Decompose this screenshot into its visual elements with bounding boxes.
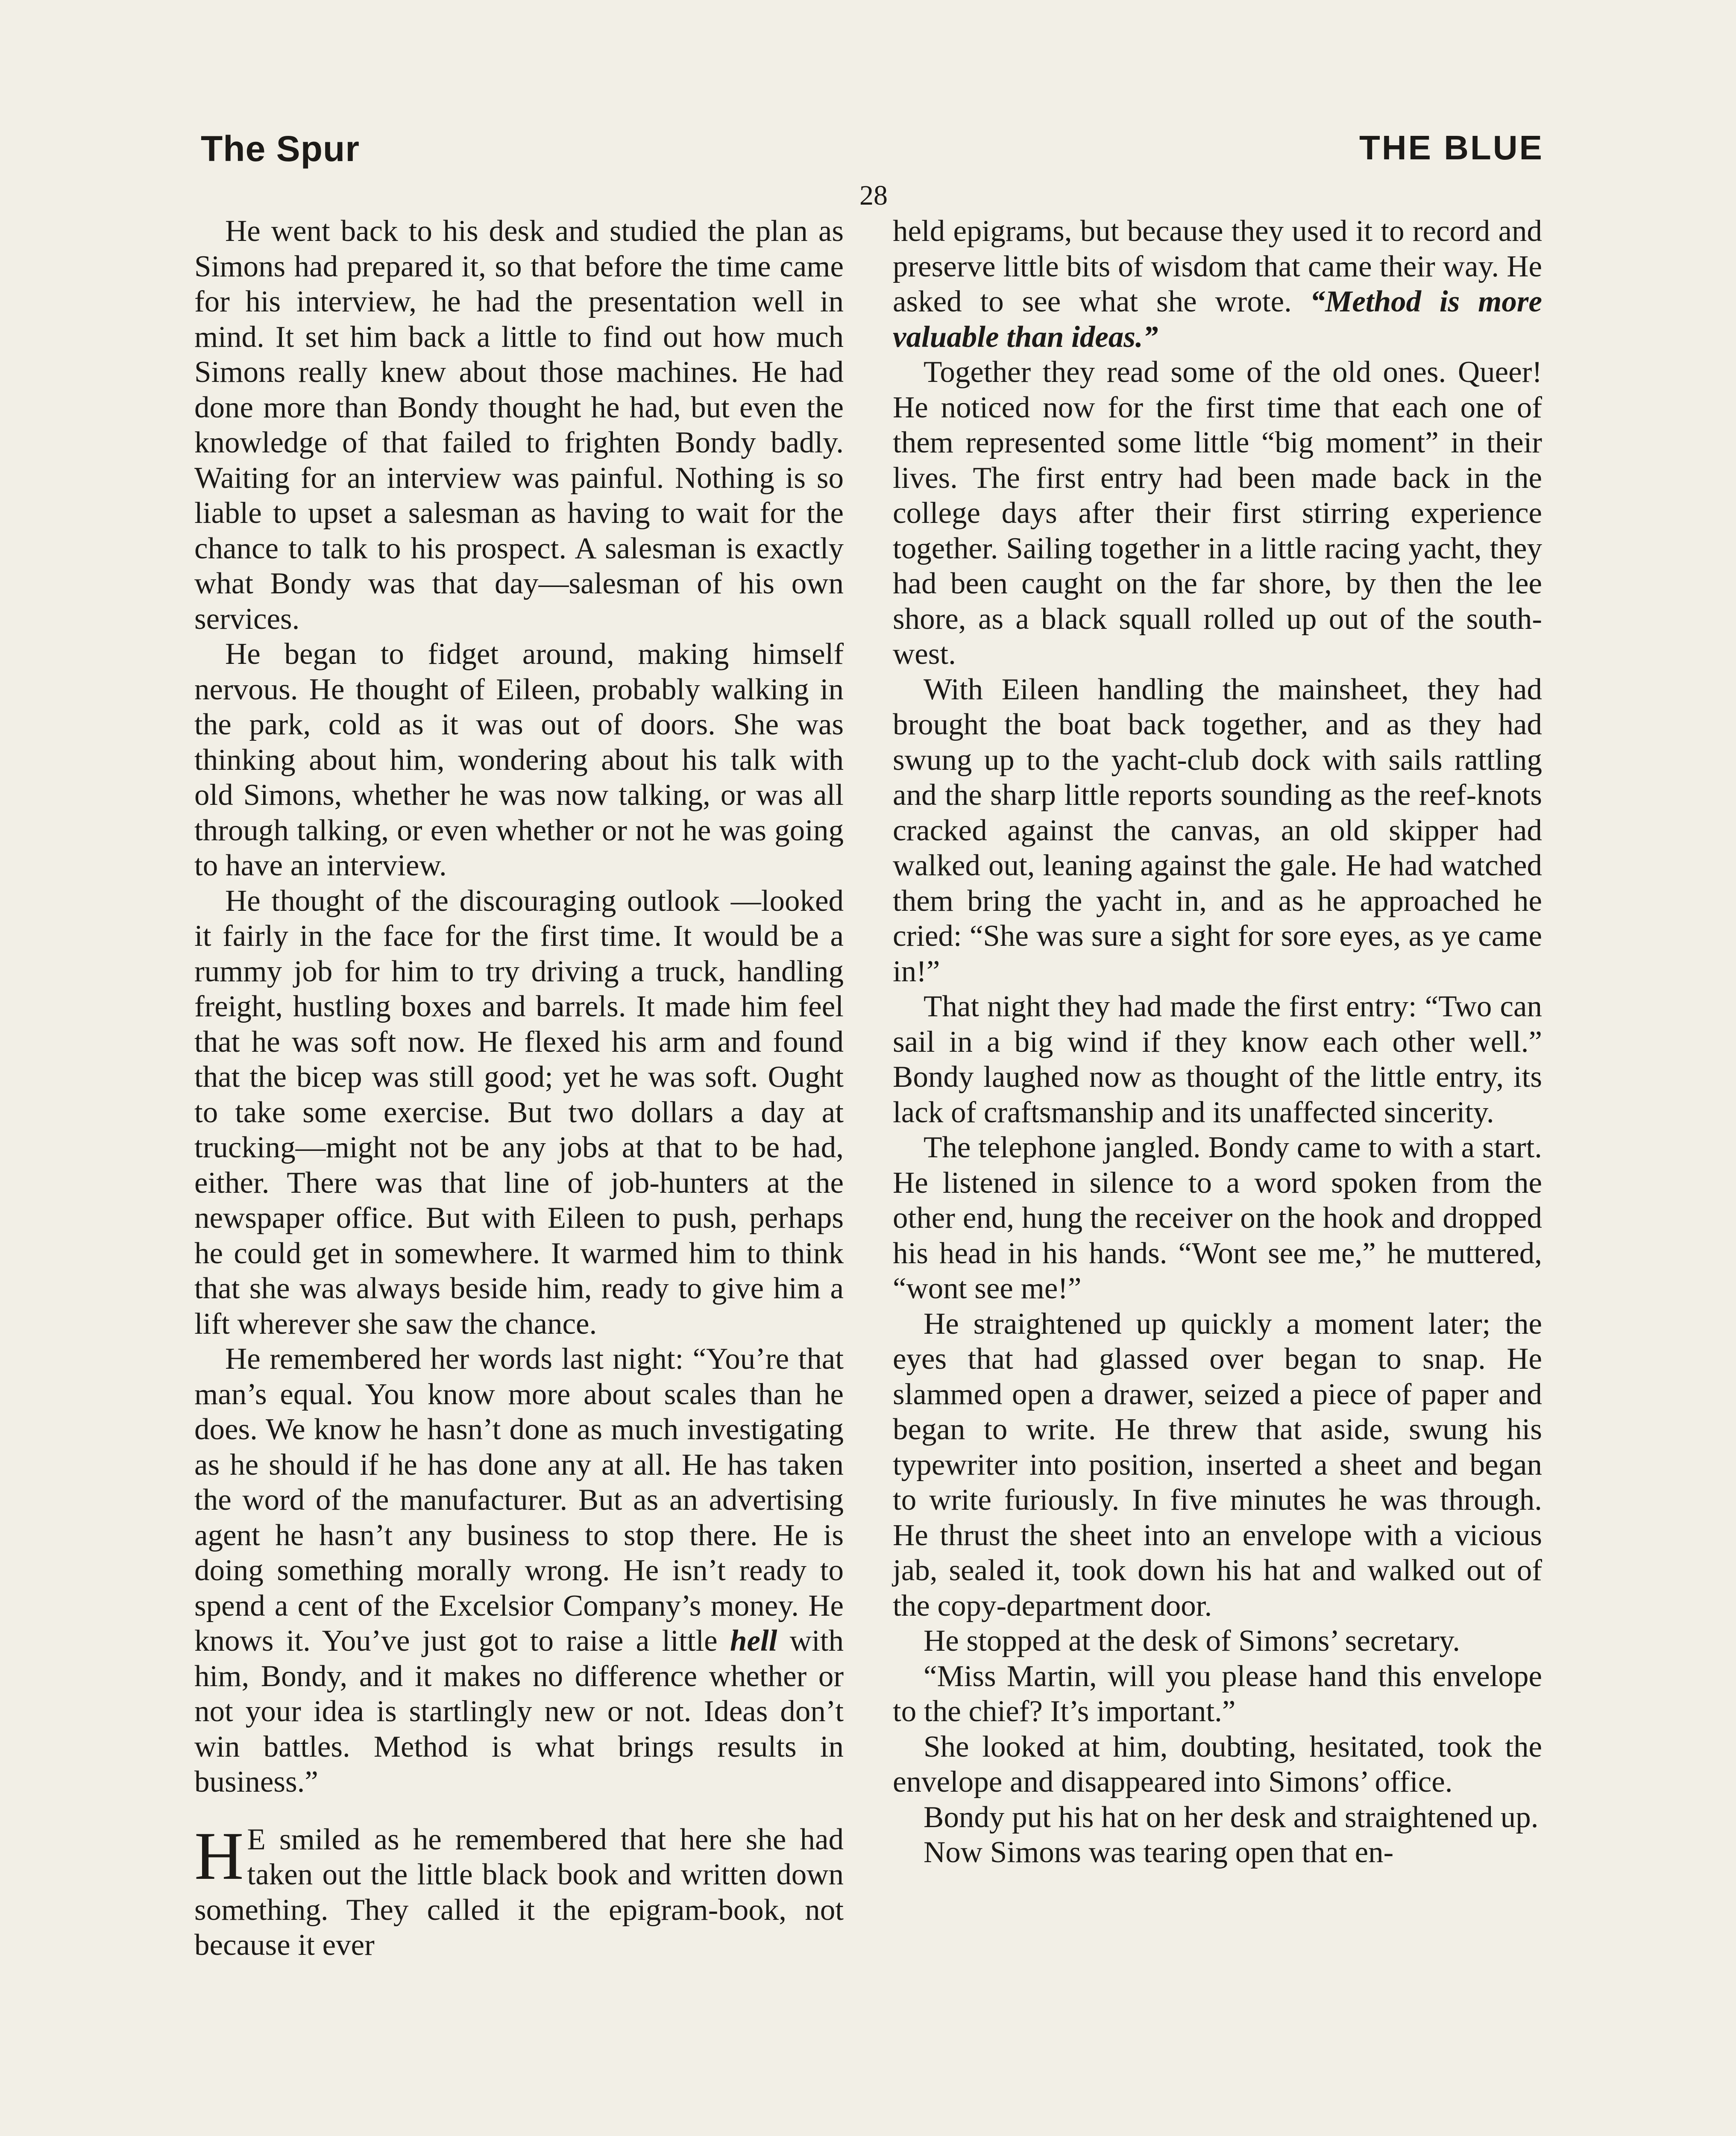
paragraph: With Eileen handling the mainsheet, they had brought the boat back together, and as they had swung up to the yacht-club dock with sails rattling and the sharp little reports sounding as the reef-knots cracked against the canvas, an old skipper had walked out, leaning against the gale. He had watched them bring the yacht in, and as he approached he cried: “She was sure a sight for sore eyes, as ye came in!” (893, 672, 1542, 988)
paragraph: He thought of the discouraging outlook —looked it fairly in the face for the first time. It would be a rummy job for him to try driving a truck, handling freight, hustling boxes and barrels. It made him feel that he was soft now. He flexed his arm and found that the bicep was still good; yet he was soft. Ought to take some exercise. But two dollars a day at trucking—might not be any jobs at that to be had, either. There was that line of job-hunters at the newspaper office. But with Eileen to push, perhaps he could get in somewhere. It warmed him to think that she was always beside him, ready to give him a lift wherever she saw the chance. (194, 884, 844, 1341)
text-run: with him, Bondy, and it makes no difference whether or not your idea is startlingly new or not. Ideas don’t win battles. Method is what brings results in business.” (194, 1624, 844, 1799)
paragraph-continued (893, 214, 1542, 355)
paragraph: The telephone jangled. Bondy came to with a start. He listened in silence to a word spoken from the other end, hung the receiver on the hook and dropped his head in his hands. “Wont see me,” he muttered, “wont see me!” (893, 1131, 1542, 1305)
text-run: E smiled as he remembered that here she had taken out the little black book and written down something. They called it the epigram-book, not because it ever (194, 1822, 844, 1962)
paragraph: She looked at him, doubting, hesitated, took the envelope and disappeared into Simons’ office. (893, 1730, 1542, 1799)
section-opening-paragraph (194, 1817, 844, 1963)
paragraph: “Miss Martin, will you please hand this envelope to the chief? It’s important.” (893, 1659, 1542, 1728)
emphasis-text: hell (730, 1624, 777, 1658)
paragraph: He went back to his desk and studied the plan as Simons had prepared it, so that before the time came for his interview, he had the presentation well in mind. It set him back a little to find out how much Simons really knew about those machines. He had done more than Bondy thought he had, but even the knowledge of that failed to frighten Bondy badly. Waiting for an interview was painful. Nothing is so liable to upset a salesman as having to wait for the chance to talk to his prospect. A salesman is exactly what Bondy was that day—salesman of his own services. (194, 214, 844, 636)
text-run: held epigrams, but because they used it to record and preserve little bits of wisdom that came their way. He asked to see what she wrote. (893, 214, 1542, 318)
epigram-text: “Method is more valuable than ideas.” (893, 285, 1542, 354)
right-column (893, 214, 1542, 1870)
paragraph: Together they read some of the old ones. Queer! He noticed now for the first time that each one of them represented some little “big moment” in their lives. The first entry had been made back in the college days after their first stirring experience together. Sailing together in a little racing yacht, they had been caught on the far shore, by then the lee shore, as a black squall rolled up out of the southwest. (893, 355, 1542, 671)
running-title-right: THE BLUE (1359, 129, 1544, 167)
left-column (194, 214, 844, 1963)
running-title-left: The Spur (201, 129, 360, 169)
paragraph: That night they had made the first entry: “Two can sail in a big wind if they know each other well.” Bondy laughed now as thought of the little entry, its lack of craftsmanship and its unaffected sincerity. (893, 990, 1542, 1129)
text-run: He remembered her words last night: “You’re that man’s equal. You know more about scales than he does. We know he hasn’t done as much investigating as he should if he has done any at all. He has taken the word of the manufacturer. But as an advertising agent he hasn’t any business to stop there. He is doing something morally wrong. He isn’t ready to spend a cent of the Excelsior Company’s money. He knows it. You’ve just got to raise a little (194, 1342, 844, 1658)
paragraph: He straightened up quickly a moment later; the eyes that had glassed over began to snap. He slammed open a drawer, seized a piece of paper and began to write. He threw that aside, swung his typewriter into position, inserted a sheet and began to write furiously. In five minutes he was through. He thrust the sheet into an envelope with a vicious jab, sealed it, took down his hat and walked out of the copy-department door. (893, 1307, 1542, 1623)
drop-cap: H (194, 1817, 244, 1894)
paragraph: Now Simons was tearing open that en- (924, 1836, 1394, 1869)
paragraph (194, 1341, 844, 1800)
page-number: 28 (859, 180, 888, 211)
paragraph: He stopped at the desk of Simons’ secretary. (924, 1624, 1460, 1658)
paragraph: He began to fidget around, making himself nervous. He thought of Eileen, probably walking in the park, cold as it was out of doors. She was thinking about him, wondering about his talk with old Simons, whether he was now talking, or was all through talking, or even whether or not he was going to have an interview. (194, 637, 844, 882)
paragraph: Bondy put his hat on her desk and straightened up. (924, 1800, 1539, 1834)
